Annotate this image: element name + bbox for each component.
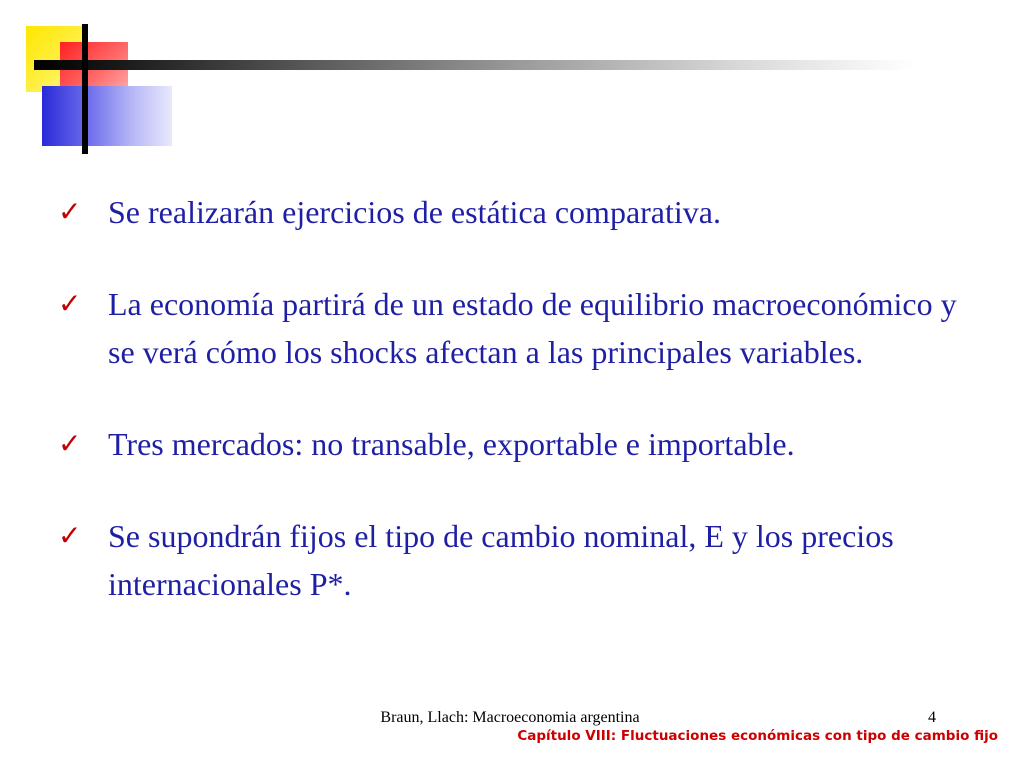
bullet-item <box>58 420 978 468</box>
bullet-item <box>58 512 978 608</box>
checkmark-icon: ✓ <box>58 519 82 552</box>
vertical-rule <box>82 24 88 154</box>
bullet-text: La economía partirá de un estado de equilibrio macroeconómico y se verá cómo los shocks afectan a las principales variables. <box>108 286 957 370</box>
bullet-item <box>58 188 978 236</box>
bullet-item <box>58 280 978 376</box>
horizontal-rule <box>34 60 914 70</box>
bullet-list <box>58 188 978 608</box>
checkmark-icon: ✓ <box>58 195 82 228</box>
bullet-text: Tres mercados: no transable, exportable e importable. <box>108 426 795 462</box>
chapter-title: Capítulo VIII: Fluctuaciones económicas con tipo de cambio fijo <box>517 728 998 744</box>
checkmark-icon: ✓ <box>58 427 82 460</box>
page-number: 4 <box>928 709 936 726</box>
bullet-text: Se realizarán ejercicios de estática comparativa. <box>108 194 721 230</box>
footer-source: Braun, Llach: Macroeconomia argentina <box>380 709 640 726</box>
bullet-text: Se supondrán fijos el tipo de cambio nominal, E y los precios internacionales P*. <box>108 518 894 602</box>
blue-square <box>42 86 172 146</box>
checkmark-icon: ✓ <box>58 287 82 320</box>
